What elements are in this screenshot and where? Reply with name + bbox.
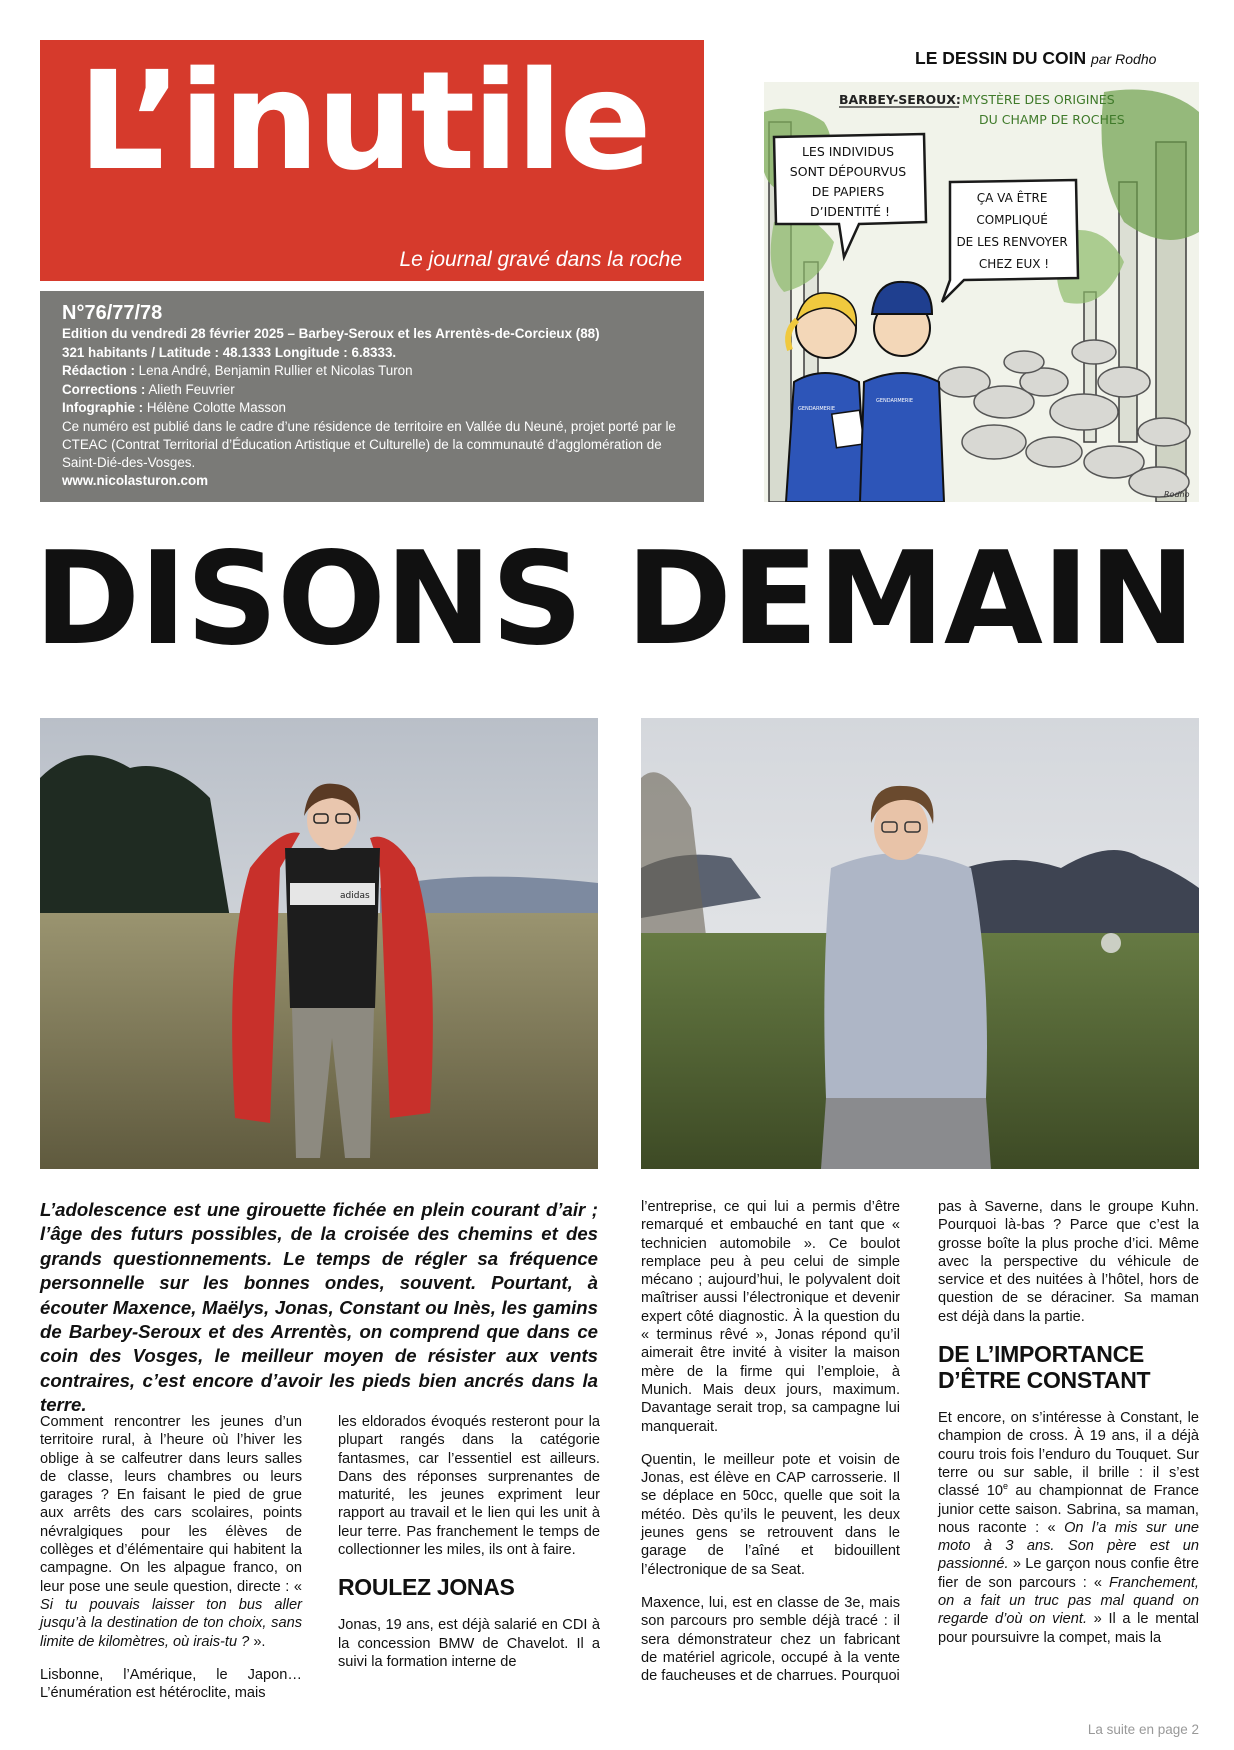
issue-number: N°76/77/78 xyxy=(62,302,163,324)
masthead xyxy=(40,40,704,281)
tagline: Le journal gravé dans la roche xyxy=(399,248,682,271)
grey-pants xyxy=(821,1098,991,1169)
article-column-1 xyxy=(40,1413,302,1717)
grey-hoodie xyxy=(824,853,987,1098)
redaction-line xyxy=(62,362,682,381)
paragraph: Comment rencontrer les jeunes d’un territoire rural, à l’heure où l’hiver les oblige à se calfeutrer dans leurs salles de classe, leurs chambres ou leurs garages ? En faisant le pied de grue aux arrêts des cars scolaires, points névralgiques pour les élèves de collèges et d’élémentaire qui habitent la campagne. On les alpague franco, on leur pose une seule question, directe : « Si tu pouvais laisser ton bus aller jusqu’à la destination de ton choix, sans limite de kilomètres, où irais-tu ? ». xyxy=(40,1414,302,1650)
paragraph: Quentin, le meilleur pote et voisin de Jonas, est élève en CAP carrosserie. Il se déplace en 50cc, quelle que soit la météo. Dès qu’ils le peuvent, les deux jeunes gens se retrouvent dans le garage de l’aîné et bidouillent l’électronique de sa Seat. xyxy=(641,1451,900,1578)
gendarme-woman xyxy=(786,293,866,502)
bubble1-line1: LES INDIVIDUS xyxy=(801,144,895,159)
bubble2-line4: CHEZ EUX ! xyxy=(978,257,1050,271)
corrections-label: Corrections : xyxy=(62,381,146,397)
photo-girl-red-jacket xyxy=(40,718,598,1169)
subheading-constant: DE L’IMPORTANCE D’ÊTRE CONSTANT xyxy=(938,1341,1151,1394)
paragraph: Maxence, lui, est en classe de 3e, mais son parcours pro semble déjà tracé : il sera démonstrateur chez un fabricant de matériel agricole, occupé à la vente de faucheuses et de charrues. Pourquoi xyxy=(641,1594,900,1685)
gendarme-badge-2: GENDARMERIE xyxy=(876,398,914,404)
cartoon-place: BARBEY-SEROUX: xyxy=(839,92,961,107)
redaction-label: Rédaction : xyxy=(62,363,135,378)
redaction-value: Lena André, Benjamin Rullier et Nicolas Turon xyxy=(134,363,413,378)
gendarme-badge-1: GENDARMERIE xyxy=(798,406,836,412)
paragraph: les eldorados évoqués resteront pour la plupart rangés dans la catégorie fantasmes, car l’essentiel est ailleurs. Dans des réponses surprenantes de maturité, les jeunes expriment leur rapport au travail et le lien qui les unit à leur terre. Pas franchement le temps de collectionner les miles, ils ont à faire. xyxy=(338,1414,600,1559)
infographie-value: Hélène Colotte Masson xyxy=(143,400,287,415)
bubble1-line2: SONT DÉPOURVUS xyxy=(789,164,907,179)
bubble2-line1: ÇA VA ÊTRE xyxy=(976,191,1048,205)
cartoon-title-line1: MYSTÈRE DES ORIGINES xyxy=(962,92,1115,107)
paragraph: Et encore, on s’intéresse à Constant, le champion de cross. À 19 ans, il a déjà couru trois fois l’enduro du Touquet. Sur terre ou sur sable, il brille : il s’est classé 10e au championnat de France junior cette saison. Sabrina, sa maman, nous raconte : « On l’a mis sur une moto à 3 ans. Son père est un passionné. » Le garçon nous confie être fier de son parcours : « Franchement, on a fait un truc pas mal quand on regarde d’où on vient. » Il a le mental pour poursuivre la compet, mais la xyxy=(938,1410,1200,1646)
continued-on-page-2[interactable]: La suite en page 2 xyxy=(1087,1722,1199,1737)
article-column-4 xyxy=(938,1198,1199,1662)
cartoon-heading xyxy=(915,48,1199,69)
jacket-brand: adidas xyxy=(340,891,370,901)
subheading-roulez-jonas: ROULEZ JONAS xyxy=(338,1574,515,1601)
lead-paragraph: L’adolescence est une girouette fichée en plein courant d’air ; l’âge des futurs possibles, de la croisée des chemins et des grands questionnements. Le temps de régler sa fréquence personnelle sur les bonnes ondes, souvent. Pourtant, à écouter Maxence, Maëlys, Jonas, Constant ou Inès, les gamins de Barbey-Seroux et des Arrentès, on comprend que dans ce coin des Vosges, le meilleur moyen de résister aux vents contraires, c’est encore d’avoir les pieds bien ancrés dans la terre. xyxy=(40,1199,598,1416)
cartoon-title: LE DESSIN DU COIN xyxy=(915,48,1087,68)
corrections-value: Alieth Feuvrier xyxy=(145,381,235,397)
paragraph: Jonas, 19 ans, est déjà salarié en CDI à la concession BMW de Chavelot. Il a suivi la formation interne de xyxy=(338,1617,600,1670)
stats-line: 321 habitants / Latitude : 48.1333 Longitude : 6.8333. xyxy=(62,344,397,360)
corrections-line xyxy=(62,381,682,400)
black-jacket xyxy=(285,848,380,1008)
cartoon-title-line2: DU CHAMP DE ROCHES xyxy=(979,112,1125,127)
edition-info-box xyxy=(40,291,704,502)
article-column-2 xyxy=(338,1413,600,1686)
main-headline: DISONS DEMAIN xyxy=(34,525,1195,674)
article-column-3 xyxy=(641,1198,900,1700)
bubble2-line3: DE LES RENVOYER xyxy=(956,235,1068,249)
cartoon-signature: Rodho xyxy=(1164,490,1190,499)
paragraph: Lisbonne, l’Amérique, le Japon… L’énumération est hétéroclite, mais xyxy=(40,1666,302,1702)
quote: On l’a mis sur une moto à 3 ans. Son père est un passionné. xyxy=(938,1519,1200,1573)
website-link[interactable]: www.nicolasturon.com xyxy=(62,472,209,488)
cartoon-author: par Rodho xyxy=(1091,51,1157,67)
paragraph: pas à Saverne, dans le groupe Kuhn. Pourquoi là-bas ? Parce que c’est la grosse boîte la plus proche d’ici. Même avec la perspective du véhicule de service et des nuitées à l’hôtel, hors de question de se déraciner. Sa maman est déjà dans la partie. xyxy=(938,1199,1199,1325)
infographie-line xyxy=(62,399,682,418)
bubble1-line4: D’IDENTITÉ ! xyxy=(810,204,890,219)
cartoon-illustration xyxy=(764,82,1199,502)
bubble2-line2: COMPLIQUÉ xyxy=(976,213,1048,227)
newspaper-logo: L’inutile xyxy=(78,43,649,201)
residence-note: Ce numéro est publié dans le cadre d’une résidence de territoire en Vallée du Neuné, projet porté par le CTEAC (Contrat Territorial d’Éducation Artistique et Culturelle) de la communauté d’agglomération de Saint-Dié-des-Vosges. xyxy=(62,418,676,470)
photo-boy-hoodie xyxy=(641,718,1199,1169)
quote: Si tu pouvais laisser ton bus aller jusqu’à la destination de ton choix, sans limite de kilomètres, où irais-tu ? xyxy=(40,1596,302,1650)
infographie-label: Infographie : xyxy=(62,400,144,415)
edition-line: Edition du vendredi 28 février 2025 – Barbey-Seroux et les Arrentès-de-Corcieux (88) xyxy=(62,326,600,341)
paragraph: l’entreprise, ce qui lui a permis d’être remarqué et embauché en tant que « technicien automobile ». Ce boulot remplace peu à peu celui de simple mécano ; aujourd’hui, le polyvalent doit maîtriser aussi l’électronique et devenir expert côté diagnostic. À la question du « terminus rêvé », Jonas répond qu’il aimerait être invité à visiter la maison mère de la firme qui l’emploie, à Munich. Mais deux jours, maximum. Davantage serait trop, sa campagne lui manquerait. xyxy=(641,1199,900,1435)
bubble1-line3: DE PAPIERS xyxy=(811,184,885,199)
quote: Franchement, on a fait un truc pas mal quand on regarde d’où on vient. xyxy=(938,1574,1199,1628)
cartoon-drawing xyxy=(764,82,1199,502)
gendarme-man xyxy=(860,282,944,502)
